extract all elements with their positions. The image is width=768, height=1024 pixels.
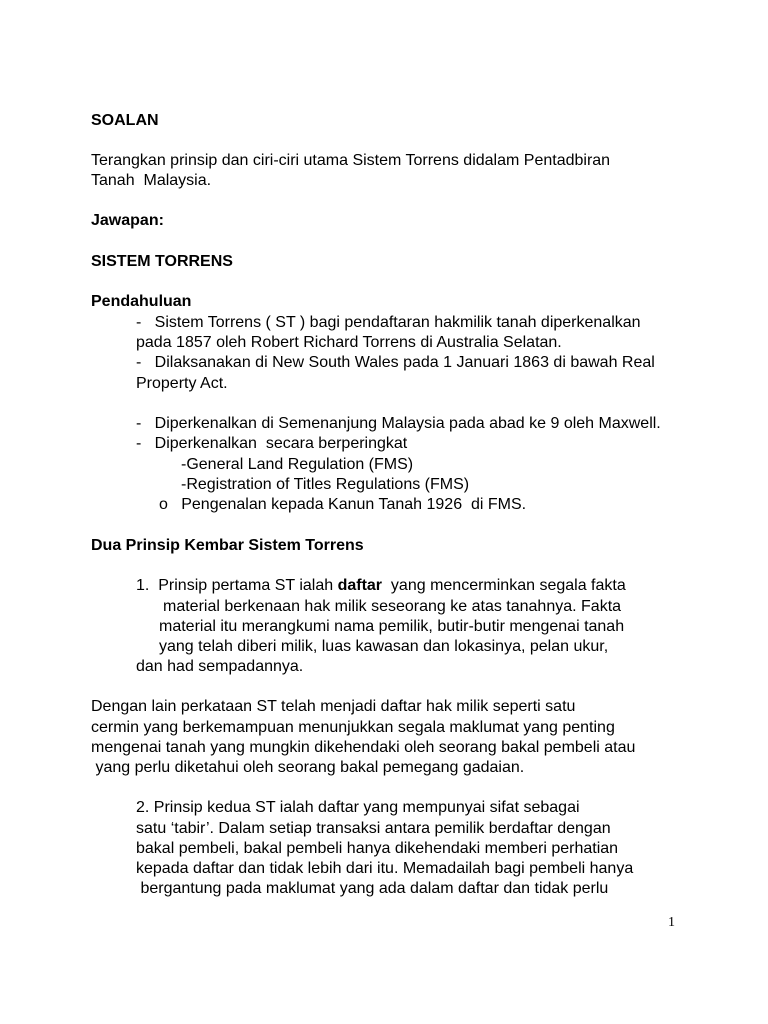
principle-2-line: 2. Prinsip kedua ST ialah daftar yang mempunyai sifat sebagai xyxy=(136,799,580,816)
principle-1-prefix: 1. Prinsip pertama ST ialah xyxy=(136,577,338,594)
principle-1-line: yang telah diberi milik, luas kawasan dan lokasinya, pelan ukur, xyxy=(159,638,609,655)
heading-jawapan: Jawapan: xyxy=(91,212,164,229)
principle-2-line: bergantung pada maklumat yang ada dalam daftar dan tidak perlu xyxy=(136,880,609,897)
heading-pendahuluan: Pendahuluan xyxy=(91,293,192,310)
principle-2-line: kepada daftar dan tidak lebih dari itu. Memadailah bagi pembeli hanya xyxy=(136,860,634,877)
intro-bullet-line: o Pengenalan kepada Kanun Tanah 1926 di FMS. xyxy=(159,496,527,513)
principle-1-line: material berkenaan hak milik seseorang ke atas tanahnya. Fakta xyxy=(163,598,622,615)
intro-line: - Diperkenalkan secara berperingkat xyxy=(136,435,408,452)
principle-1-suffix: yang mencerminkan segala fakta xyxy=(382,577,626,594)
intro-subline: -Registration of Titles Regulations (FMS) xyxy=(181,476,470,493)
principle-2-line: bakal pembeli, bakal pembeli hanya dikehendaki memberi perhatian xyxy=(136,840,619,857)
principle-1-line: dan had sempadannya. xyxy=(136,658,304,675)
principle-1-first-line xyxy=(136,576,626,596)
intro-line: - Diperkenalkan di Semenanjung Malaysia pada abad ke 9 oleh Maxwell. xyxy=(136,415,661,432)
heading-soalan: SOALAN xyxy=(91,112,159,129)
paragraph-line: mengenai tanah yang mungkin dikehendaki oleh seorang bakal pembeli atau xyxy=(91,739,636,756)
intro-line: - Sistem Torrens ( ST ) bagi pendaftaran hakmilik tanah diperkenalkan xyxy=(136,314,641,331)
paragraph-line: yang perlu diketahui oleh seorang bakal pemegang gadaian. xyxy=(91,759,525,776)
page-number: 1 xyxy=(668,915,675,930)
paragraph-line: Dengan lain perkataan ST telah menjadi daftar hak milik seperti satu xyxy=(91,698,576,715)
question-line: Tanah Malaysia. xyxy=(91,172,212,189)
heading-dua-prinsip: Dua Prinsip Kembar Sistem Torrens xyxy=(91,537,364,554)
intro-line: Property Act. xyxy=(136,375,228,392)
paragraph-line: cermin yang berkemampuan menunjukkan segala maklumat yang penting xyxy=(91,719,615,736)
intro-line: - Dilaksanakan di New South Wales pada 1 Januari 1863 di bawah Real xyxy=(136,354,655,371)
principle-2-line: satu ‘tabir’. Dalam setiap transaksi antara pemilik berdaftar dengan xyxy=(136,820,611,837)
intro-subline: -General Land Regulation (FMS) xyxy=(181,456,414,473)
heading-sistem-torrens: SISTEM TORRENS xyxy=(91,253,233,270)
intro-line: pada 1857 oleh Robert Richard Torrens di Australia Selatan. xyxy=(136,334,562,351)
principle-1-bold-term: daftar xyxy=(337,577,383,594)
question-line: Terangkan prinsip dan ciri-ciri utama Sistem Torrens didalam Pentadbiran xyxy=(91,152,611,169)
principle-1-line: material itu merangkumi nama pemilik, butir-butir mengenai tanah xyxy=(159,618,625,635)
